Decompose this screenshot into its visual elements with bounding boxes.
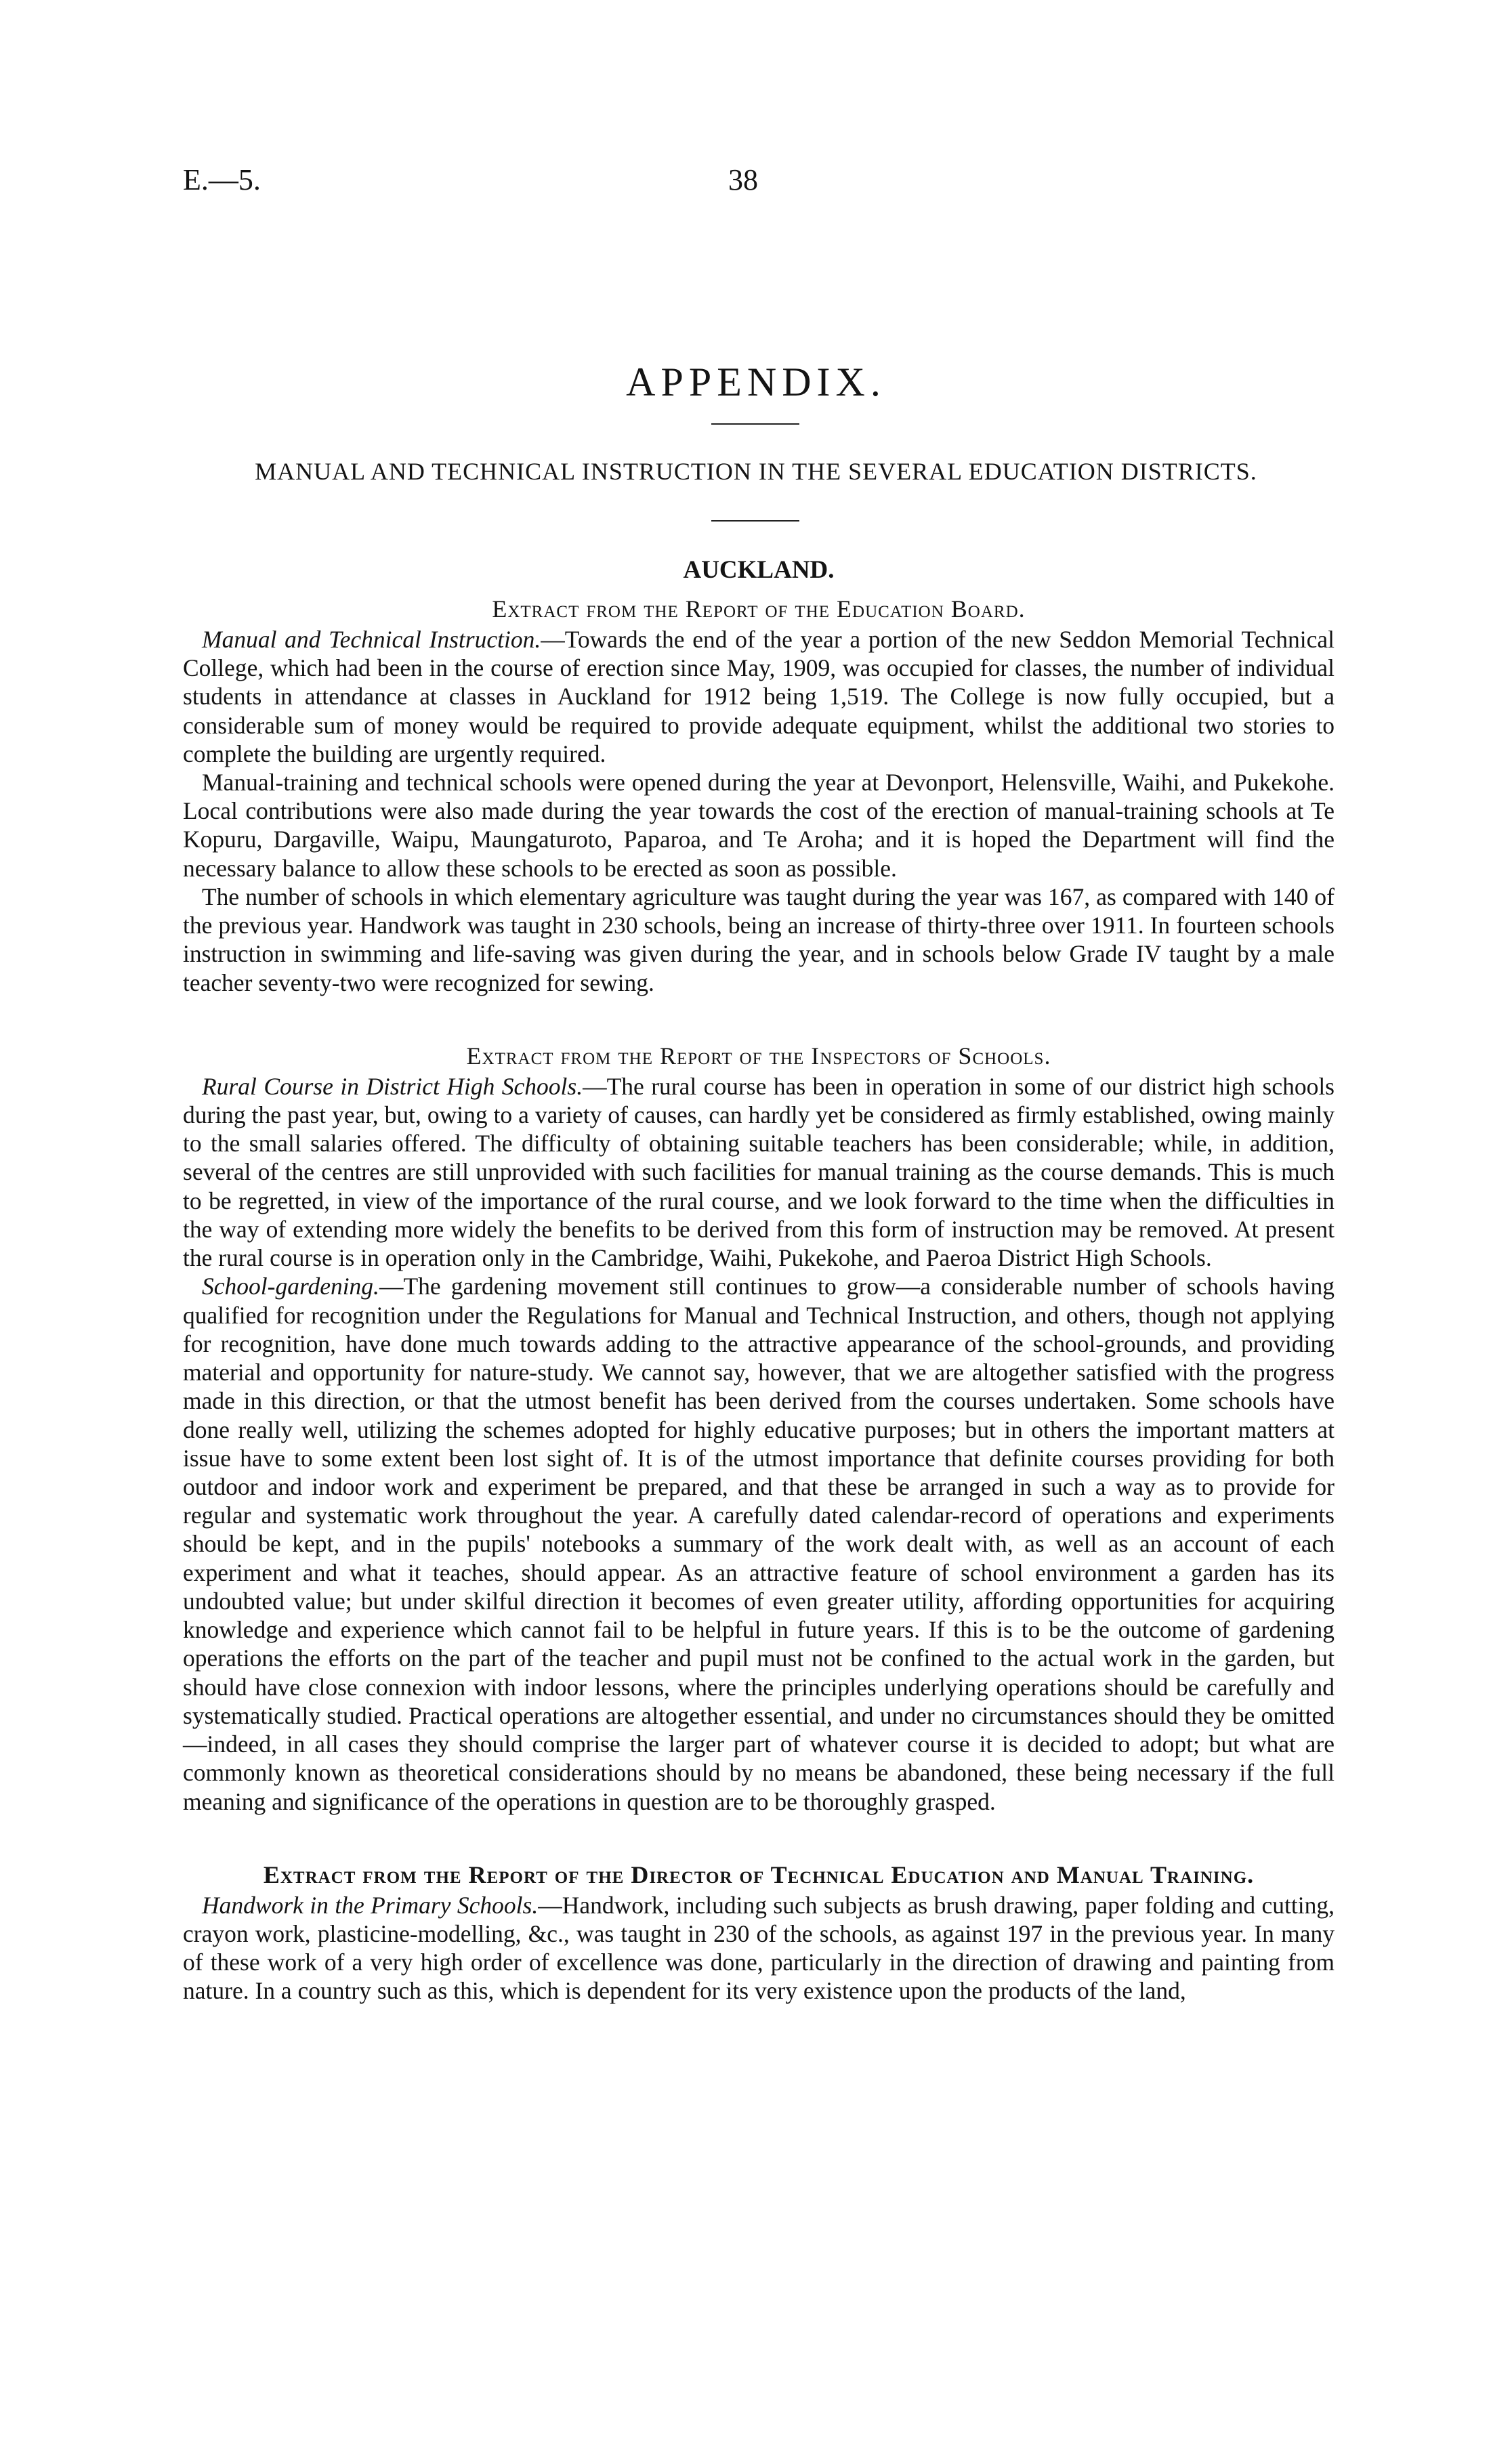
paragraph-lead: Rural Course in District High Schools.: [202, 1072, 583, 1100]
appendix-subtitle: MANUAL AND TECHNICAL INSTRUCTION IN THE SEVERAL EDUCATION DISTRICTS.: [255, 458, 1257, 485]
appendix-title: APPENDIX.: [626, 360, 886, 404]
section-heading-inspectors: Extract from the Report of the Inspectors of Schools.: [466, 1042, 1051, 1069]
paragraph: [183, 883, 1335, 997]
paragraph-text: —Towards the end of the year a portion of the new Seddon Memorial Technical College, which had been in the course of erection since May, 1909, was occupied for classes, the number of individual students in attendance at classes in Auckland for 1912 being 1,519. The College is now fully occupied, but a considerable sum of money would be required to provide adequate equipment, whilst the additional two stories to complete the building are urgently required.: [183, 625, 1335, 767]
title-rule: [711, 423, 799, 425]
paragraph: [183, 1072, 1335, 1273]
paragraph: [183, 1272, 1335, 1815]
paragraph-text: —The gardening movement still continues to grow—a considerable number of schools having qualified for recognition under the Regulations for Manual and Technical Instruction, and others, though not applying for recognition, have done much towards adding to the attractive appearance of the school-grounds, and providing material and opportunity for nature-study. We cannot say, however, that we are altogether satisfied with the progress made in this direction, or that the utmost benefit has been derived from the courses undertaken. Some schools have done really well, utilizing the schemes adopted for highly educative purposes; but in others the important matters at issue have to some extent been lost sight of. It is of the utmost importance that definite courses providing for both outdoor and indoor work and experiment be prepared, and that these be arranged in such a way as to provide for regular and systematic work throughout the year. A carefully dated calendar-record of operations and experiments should be kept, and in the pupils' notebooks a summary of the work dealt with, as well as an account of each experiment and what it teaches, should appear. As an attractive feature of school environment a garden has its undoubted value; but under skilful direction it becomes of even greater utility, affording opportunities for acquiring knowledge and experience which cannot fail to be helpful in future years. If this is to be the outcome of gardening operations the efforts on the part of the teacher and pupil must not be confined to the actual work in the garden, but should have close connexion with indoor lessons, where the principles underlying operations should be carefully and systematically studied. Practical operations are altogether essential, and under no circumstances should they be omitted—indeed, in all cases they should comprise the larger part of whatever course it is decided to adopt; but what are commonly known as theoretical considerations should by no means be abandoned, these being necessary if the full meaning and significance of the operations in question are to be thoroughly grasped.: [183, 1273, 1335, 1815]
section-heading-director: Extract from the Report of the Director of Technical Education and Manual Training.: [263, 1861, 1255, 1888]
paragraph-text: —The rural course has been in operation in some of our district high schools during the past year, but, owing to a variety of causes, can hardly yet be considered as firmly established, owing mainly to the small salaries offered. The difficulty of obtaining suitable teachers has been considerable; while, in addition, several of the centres are still unprovided with such facilities for manual training as the course demands. This is much to be regretted, in view of the importance of the rural course, and we look forward to the time when the difficulties in the way of extending more widely the benefits to be derived from this form of instruction may be removed. At present the rural course is in operation only in the Cambridge, Waihi, Pukekohe, and Paeroa District High Schools.: [183, 1072, 1335, 1272]
spacer: [183, 997, 1335, 1042]
paragraph-lead: Handwork in the Primary Schools.: [202, 1891, 539, 1919]
paragraph: [183, 768, 1335, 883]
paragraph-lead: Manual and Technical Instruction.: [202, 625, 541, 653]
spacer: [183, 1816, 1335, 1861]
document-body: [183, 555, 1335, 2005]
paragraph-text: The number of schools in which elementary agriculture was taught during the year was 167, as compared with 140 of the previous year. Handwork was taught in 230 schools, being an increase of thirty-three over 1911. In fourteen schools instruction in swimming and life-saving was given during the year, and in schools below Grade IV taught by a male teacher seventy-two were recognized for sewing.: [183, 883, 1335, 996]
paragraph-text: Manual-training and technical schools were opened during the year at Devonport, Helensville, Waihi, and Pukekohe. Local contributions were also made during the year towards the cost of the erection of manual-training schools at Te Kopuru, Dargaville, Waipu, Maungaturoto, Paparoa, and Te Aroha; and it is hoped the Department will find the necessary balance to allow these schools to be erected as soon as possible.: [183, 769, 1335, 882]
paragraph-text: —Handwork, including such subjects as brush drawing, paper folding and cutting, crayon work, plasticine-modelling, &c., was taught in 230 of the schools, as against 197 in the previous year. In many of these work of a very high order of excellence was done, particularly in the direction of drawing and painting from nature. In a country such as this, which is dependent for its very existence upon the products of the land,: [183, 1891, 1335, 2005]
district-heading: AUCKLAND.: [683, 556, 835, 584]
report-code: E.—5.: [183, 163, 261, 196]
subtitle-rule: [711, 520, 799, 522]
section-heading-education-board: Extract from the Report of the Education Board.: [492, 595, 1026, 623]
paragraph: [183, 625, 1335, 768]
page-number: 38: [728, 163, 758, 196]
paragraph: [183, 1891, 1335, 2005]
paragraph-lead: School-gardening.: [202, 1273, 379, 1300]
